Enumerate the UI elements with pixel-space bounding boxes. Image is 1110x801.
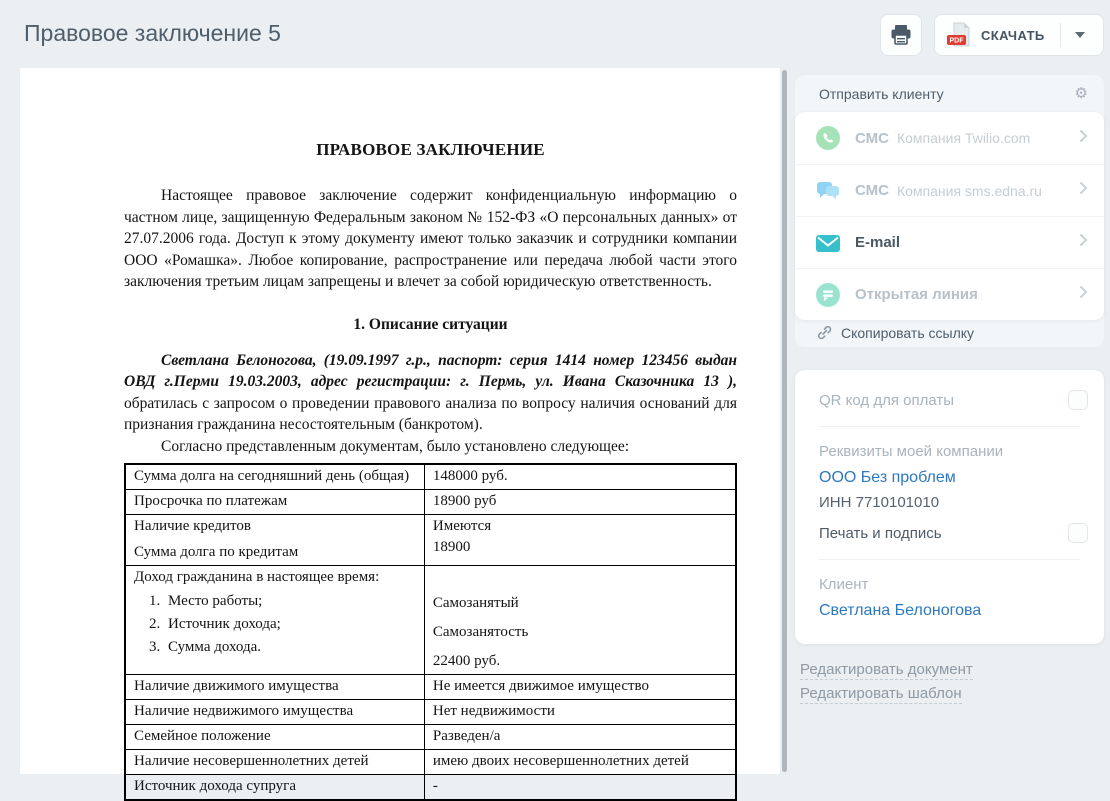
table-cell-label: Наличие несовершеннолетних детей [125, 750, 424, 775]
print-button[interactable] [880, 14, 922, 56]
table-cell-label [125, 515, 424, 566]
document-intro-paragraph: Настоящее правовое заключение содержит конфиденциальную информацию о частном лице, защищенную Федеральным законом № 152-ФЗ «О персональных данных» от 27.07.2006 года. Доступ к этому документу имеют только заказчик и сотрудники компании ООО «Ромашка». Любое копирование, распространение или передача любой части этого заключения третьим лицам запрещены и влечет за собой юридическую ответственность. [124, 187, 737, 290]
send-option-label: Открытая линия [855, 286, 978, 303]
send-option-openline[interactable] [795, 268, 1104, 320]
chevron-right-icon [1079, 129, 1088, 148]
table-cell-label [125, 566, 424, 675]
client-section-label: Клиент [819, 576, 869, 593]
client-name-link[interactable]: Светлана Белоногова [819, 602, 982, 619]
income-items-list [164, 591, 416, 658]
divider [819, 426, 1080, 427]
chevron-right-icon [1079, 285, 1088, 304]
svg-text:PDF: PDF [949, 37, 964, 44]
credits-label-line2: Сумма долга по кредитам [134, 544, 299, 560]
table-cell-value: Разведен/а [424, 725, 736, 750]
company-name-link[interactable]: ООО Без проблем [819, 469, 956, 486]
document-preview-panel [20, 68, 780, 794]
send-option-sms-twilio[interactable] [795, 112, 1104, 164]
qr-payment-label: QR код для оплаты [819, 391, 955, 409]
table-cell-value [424, 566, 736, 675]
chevron-down-icon[interactable] [1075, 32, 1085, 38]
table-row [125, 566, 736, 675]
sms-bubbles-icon [815, 178, 841, 204]
send-option-email[interactable] [795, 216, 1104, 268]
table-row [125, 725, 736, 750]
table-cell-label: Наличие недвижимого имущества [125, 700, 424, 725]
credits-label-line1: Наличие кредитов [134, 518, 251, 534]
printer-icon [890, 25, 912, 46]
open-line-icon [815, 282, 841, 308]
copy-link-label: Скопировать ссылку [841, 324, 975, 341]
page-title: Правовое заключение 5 [24, 20, 281, 46]
table-cell-value: - [424, 775, 736, 801]
document-title: ПРАВОВОЕ ЗАКЛЮЧЕНИЕ [316, 140, 545, 159]
email-icon [815, 230, 841, 256]
table-row [125, 675, 736, 700]
facts-table [124, 463, 737, 801]
document-client-paragraph [124, 350, 737, 436]
income-value-line1: Самозанятый [432, 595, 519, 611]
link-icon [817, 325, 832, 340]
table-cell-value: Не имеется движимое имущество [424, 675, 736, 700]
table-cell-label: Сумма долга на сегодняшний день (общая) [125, 464, 424, 490]
income-value-line2: Самозанятость [432, 624, 529, 640]
table-row [125, 775, 736, 801]
document-scrollbar[interactable] [782, 70, 787, 772]
download-button[interactable] [934, 14, 1104, 56]
income-label: Доход гражданина в настоящее время: [134, 569, 380, 585]
table-cell-value [424, 515, 736, 566]
qr-payment-checkbox[interactable] [1068, 390, 1088, 410]
stamp-signature-label: Печать и подпись [819, 524, 942, 542]
income-item: 3. Сумма дохода. [164, 637, 416, 658]
table-cell-label: Семейное положение [125, 725, 424, 750]
send-option-sms-edna[interactable] [795, 164, 1104, 216]
chevron-right-icon [1079, 233, 1088, 252]
send-option-desc: Компания sms.edna.ru [896, 182, 1042, 199]
whatsapp-icon [815, 125, 841, 151]
edit-document-link[interactable]: Редактировать документ [800, 661, 973, 678]
send-to-client-block [795, 75, 1104, 347]
table-cell-value: 18900 руб [424, 490, 736, 515]
send-block-title: Отправить клиенту [819, 85, 944, 102]
send-option-label: СМС [855, 129, 889, 147]
table-cell-value: 148000 руб. [424, 464, 736, 490]
divider [819, 559, 1080, 560]
send-option-label: E-mail [855, 234, 901, 251]
client-lead-text: Светлана Белоногова, (19.09.1997 г.р., паспорт: серия 1414 номер 123456 выдан ОВД г.Перми 19.03.2003, адрес регистрации: г. Пермь, ул. Ивана Сказочника 13 ), [124, 351, 737, 390]
download-label: СКАЧАТЬ [981, 27, 1045, 43]
send-option-label: СМС [855, 182, 889, 199]
table-cell-label: Источник дохода супруга [125, 775, 424, 801]
table-cell-value: имею двоих несовершеннолетних детей [424, 750, 736, 775]
table-row [125, 515, 736, 566]
table-cell-value: Нет недвижимости [424, 700, 736, 725]
document-options-card [795, 370, 1104, 644]
table-row [125, 490, 736, 515]
income-value-line3: 22400 руб. [432, 653, 501, 669]
pdf-file-icon [947, 22, 972, 49]
stamp-signature-checkbox[interactable] [1068, 523, 1088, 543]
copy-link-button[interactable] [795, 320, 1104, 347]
credits-value-line2: 18900 [432, 539, 471, 555]
credits-value-line1: Имеются [432, 518, 492, 534]
send-option-desc: Компания Twilio.com [896, 130, 1031, 146]
gear-icon[interactable]: ⚙ [1074, 85, 1088, 102]
client-rest-text: обратилась с запросом о проведении правового анализа по вопросу наличия оснований для признания гражданина несостоятельным (банкротом). [124, 394, 737, 433]
table-cell-label: Просрочка по платежам [125, 490, 424, 515]
button-divider [1060, 23, 1061, 47]
company-inn: ИНН 7710101010 [819, 494, 940, 511]
document-established-line: Согласно представленным документам, было установлено следующее: [161, 437, 630, 455]
document-section-heading: 1. Описание ситуации [353, 315, 508, 333]
table-row [125, 750, 736, 775]
table-cell-label: Наличие движимого имущества [125, 675, 424, 700]
table-row [125, 464, 736, 490]
income-item: 1. Место работы; [164, 591, 416, 612]
edit-template-link[interactable]: Редактировать шаблон [800, 685, 962, 702]
company-section-label: Реквизиты моей компании [819, 443, 1004, 460]
income-item: 2. Источник дохода; [164, 614, 416, 635]
table-row [125, 700, 736, 725]
chevron-right-icon [1079, 181, 1088, 200]
